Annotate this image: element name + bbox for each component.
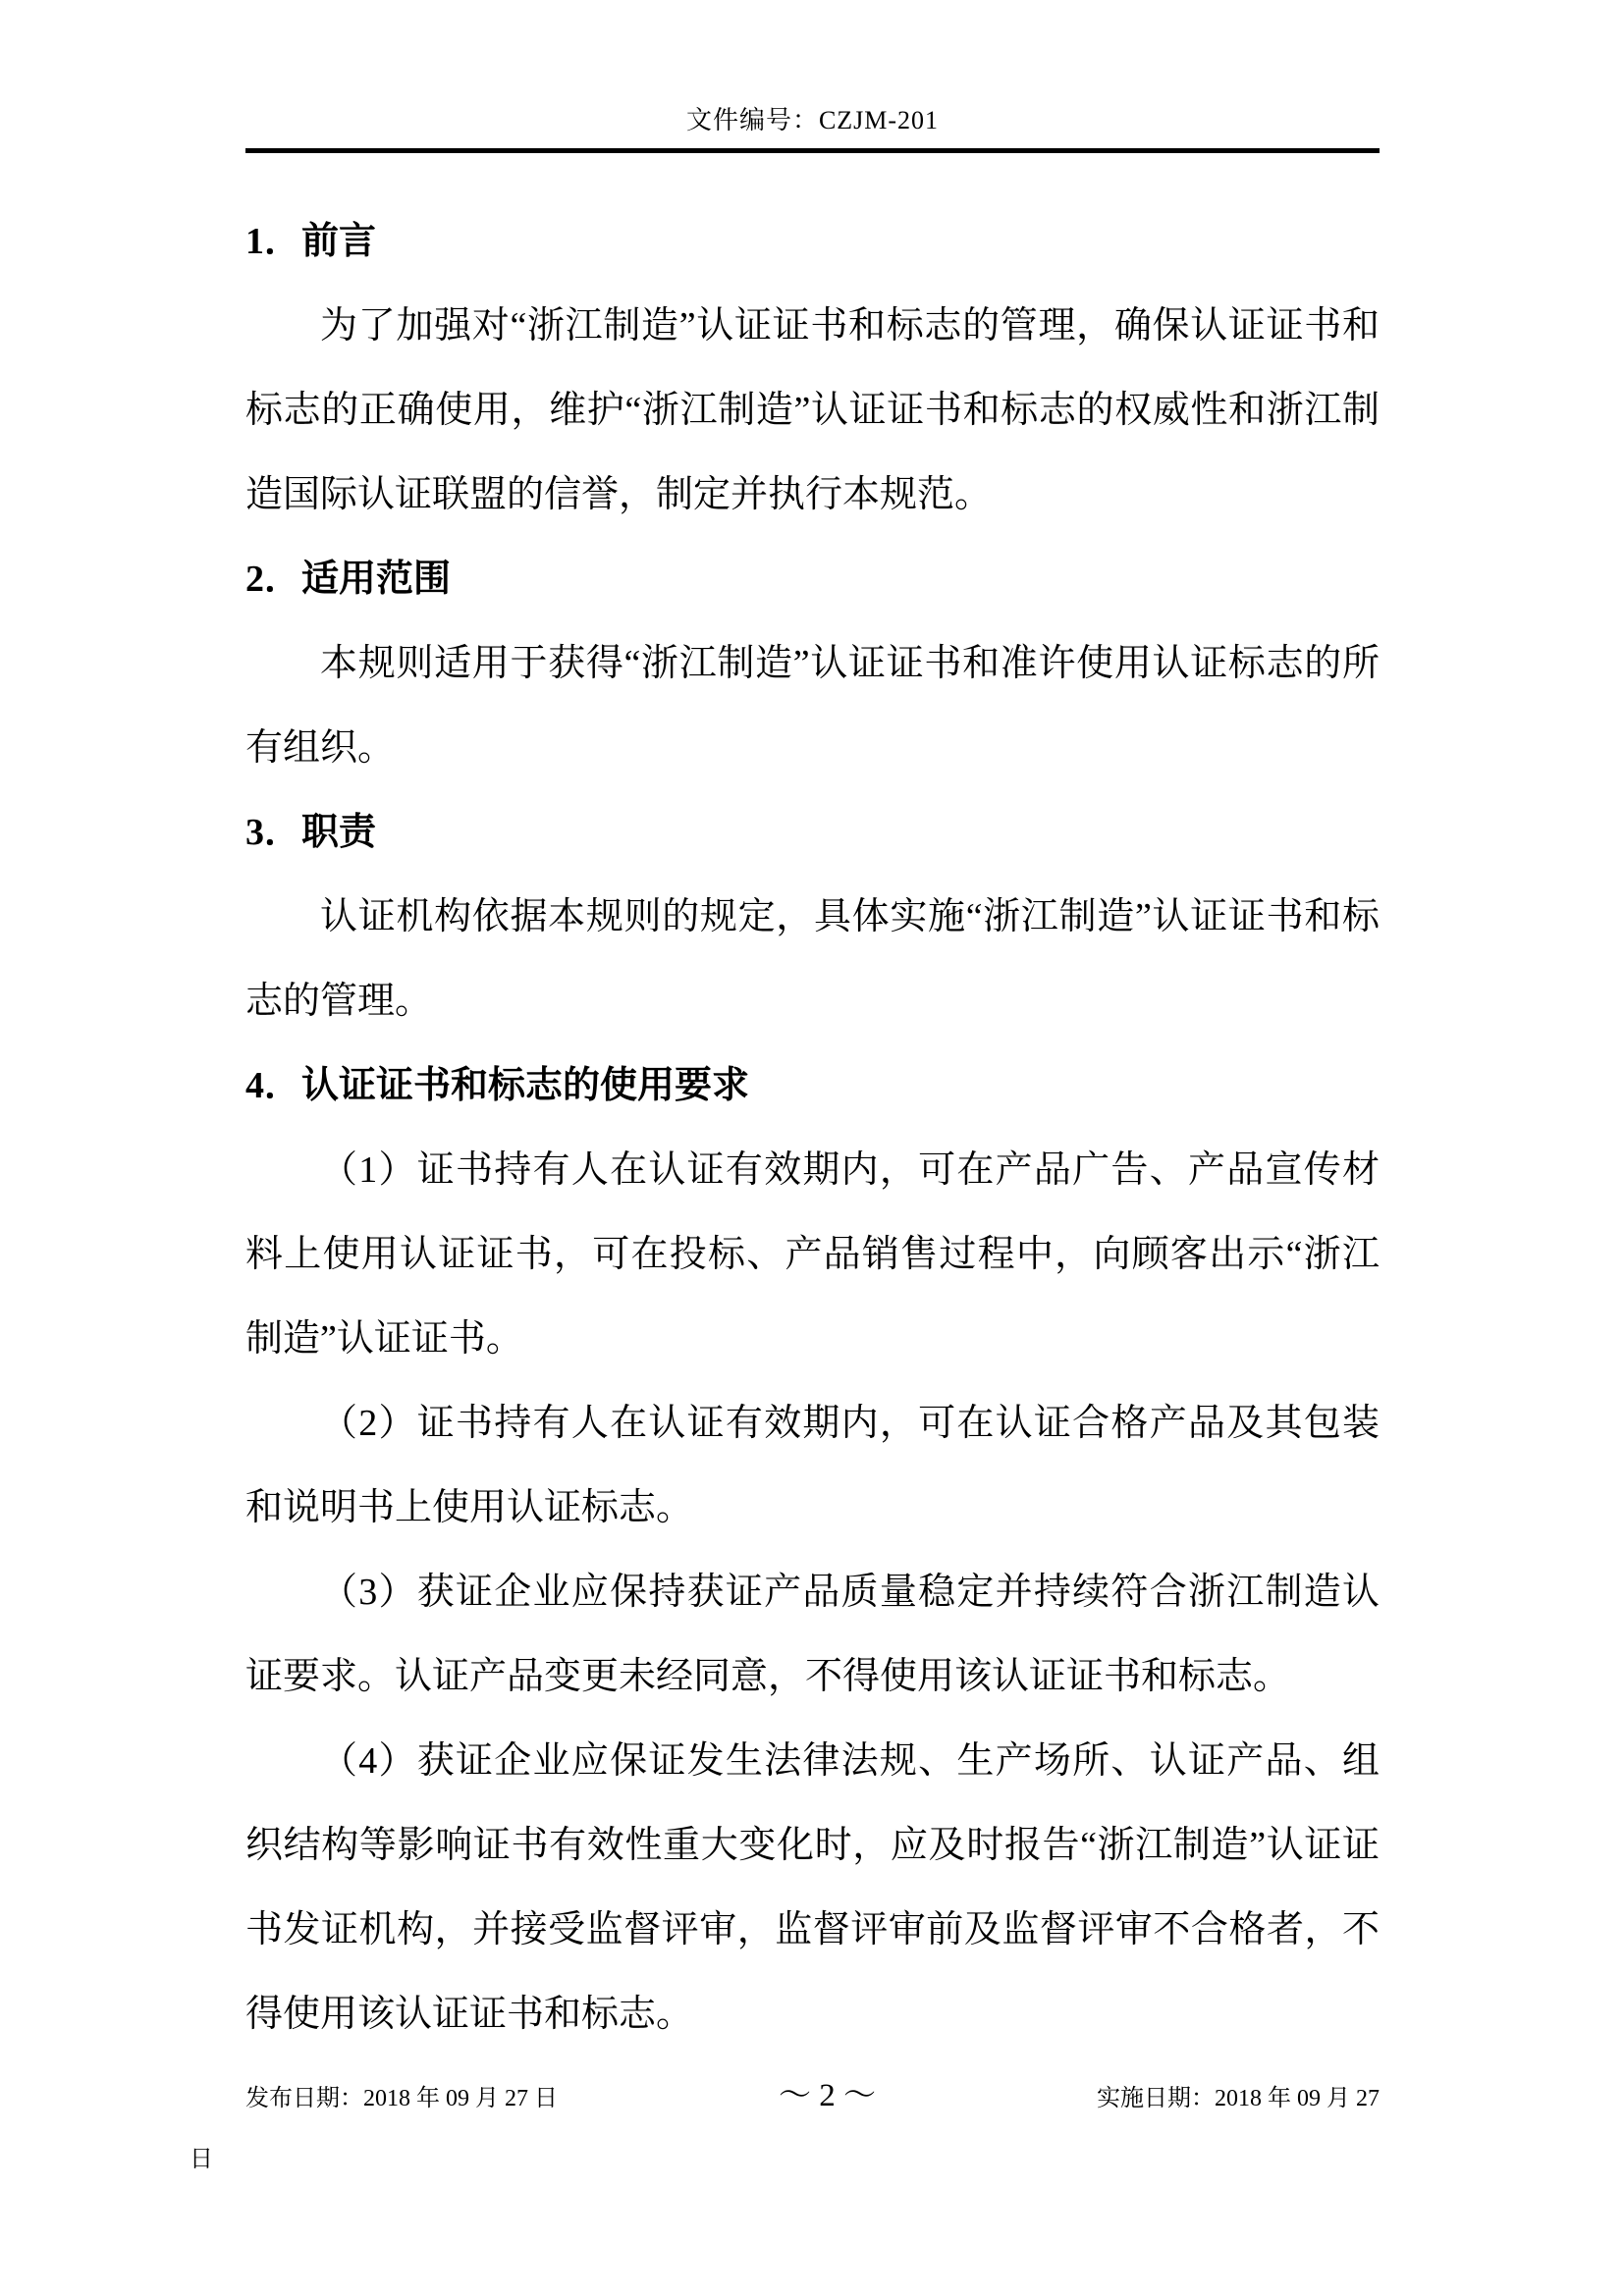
paragraph: （3）获证企业应保持获证产品质量稳定并持续符合浙江制造认证要求。认证产品变更未经同意，不得使用该认证证书和标志。 (245, 1572, 1380, 1697)
paragraph: （2）证书持有人在认证有效期内，可在认证合格产品及其包装和说明书上使用认证标志。 (245, 1403, 1380, 1528)
page-footer (189, 2065, 1380, 2190)
paragraph: 为了加强对“浙江制造”认证证书和标志的管理，确保认证证书和标志的正确使用，维护“浙江制造”认证证书和标志的权威性和浙江制造国际认证联盟的信誉，制定并执行本规范。 (245, 305, 1380, 515)
page-number: ～ 2 ～ (779, 2078, 876, 2113)
section-heading-scope: 2．适用范围 (245, 559, 452, 600)
section-heading-usage-requirements: 4．认证证书和标志的使用要求 (245, 1065, 750, 1106)
paragraph: （1）证书持有人在认证有效期内，可在产品广告、产品宣传材料上使用认证证书，可在投标、产品销售过程中，向顾客出示“浙江制造”认证证书。 (245, 1149, 1380, 1360)
footer-release-date: 发布日期：2018 年 09 月 27 日 (245, 2086, 558, 2111)
section-heading-responsibility: 3．职责 (245, 812, 377, 853)
paragraph: 认证机构依据本规则的规定，具体实施“浙江制造”认证证书和标志的管理。 (245, 896, 1380, 1022)
footer-implement-date: 实施日期：2018 年 09 月 27 (1097, 2086, 1380, 2111)
paragraph: 本规则适用于获得“浙江制造”认证证书和准许使用认证标志的所有组织。 (245, 643, 1380, 769)
doc-number-header: 文件编号：CZJM-201 (685, 106, 940, 134)
footer-implement-date-wrapped-char: 日 (189, 2147, 213, 2172)
paragraph: （4）获证企业应保证发生法律法规、生产场所、认证产品、组织结构等影响证书有效性重大变化时，应及时报告“浙江制造”认证证书发证机构，并接受监督评审，监督评审前及监督评审不合格者，不得使用该认证证书和标志。 (245, 1740, 1380, 2035)
header-rule (245, 148, 1380, 153)
footer-line (189, 2065, 1380, 2129)
document-body (245, 199, 1380, 2056)
section-heading-preface: 1．前言 (245, 221, 377, 262)
